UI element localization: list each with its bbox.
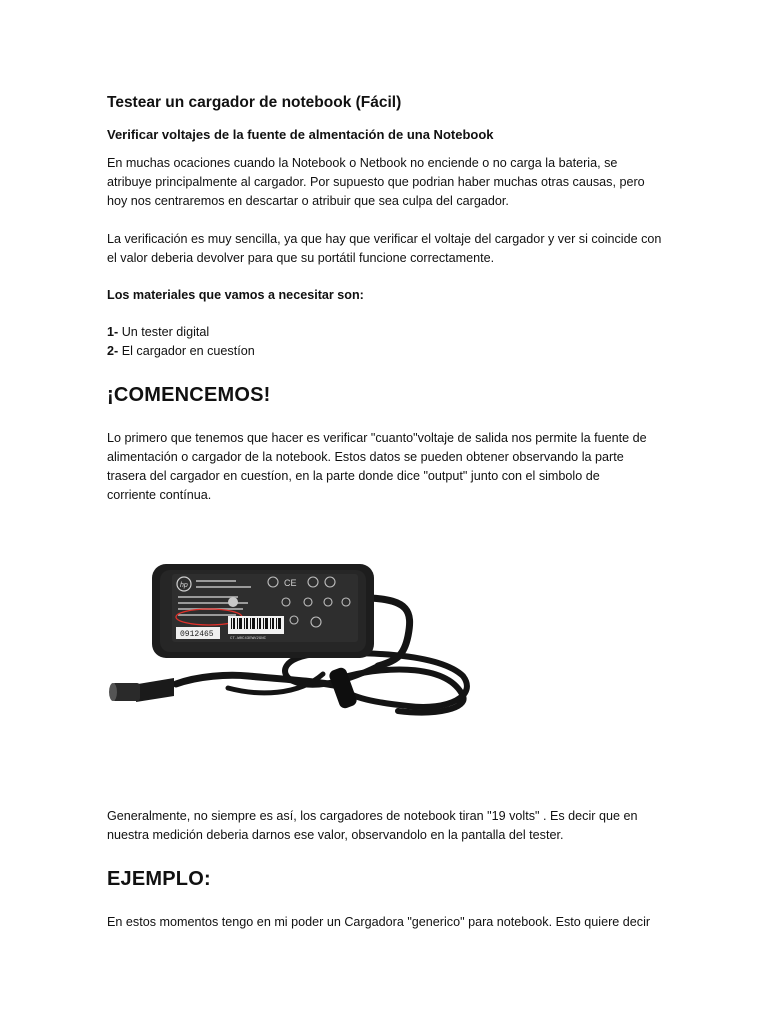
barcode-text: CT-W0C43EWV2GNC: [230, 637, 267, 641]
comencemos-line: alimentación o cargador de la notebook. Estos datos se pueden obtener observando la parte: [107, 450, 624, 464]
section-heading-comencemos: ¡COMENCEMOS!: [107, 384, 271, 406]
materials-item: [107, 323, 667, 342]
ejemplo-paragraph: [107, 913, 667, 932]
comencemos-line: trasera del cargador en cuestíon, en la parte donde dice "output" junto con el simbolo de: [107, 469, 600, 483]
page-subtitle: Verificar voltajes de la fuente de almentación de una Notebook: [107, 127, 494, 142]
serial-number: 0912465: [180, 630, 214, 639]
materials-heading: Los materiales que vamos a necesitar son:: [107, 288, 364, 302]
general-paragraph: [107, 807, 667, 845]
page-title: Testear un cargador de notebook (Fácil): [107, 94, 402, 111]
materials-item: [107, 342, 667, 361]
materials-item-text: Un tester digital: [118, 325, 210, 339]
intro-line: En muchas ocaciones cuando la Notebook o Netbook no enciende o no carga la bateria, se: [107, 156, 618, 170]
intro-paragraph: [107, 154, 667, 211]
intro-line: atribuye principalmente al cargador. Por supuesto que podrian haber muchas otras causas, pero: [107, 175, 645, 189]
ejemplo-line: En estos momentos tengo en mi poder un Cargadora "generico" para notebook. Esto quiere decir: [107, 915, 651, 929]
svg-text:CE: CE: [284, 578, 297, 588]
hp-logo-text: hp: [180, 582, 188, 589]
comencemos-line: Lo primero que tenemos que hacer es verificar "cuanto"voltaje de salida nos permite la fuente de: [107, 431, 647, 445]
barrel-plug: [109, 678, 174, 702]
verification-line: el valor deberia devolver para que su portátil funcione correctamente.: [107, 251, 495, 265]
materials-item-number: 2-: [107, 344, 119, 358]
recycle-icon: [228, 597, 238, 607]
materials-item-number: 1-: [107, 325, 119, 339]
section-heading-ejemplo: EJEMPLO:: [107, 868, 211, 890]
general-line: nuestra medición deberia darnos ese valor, observandolo en la pantalla del tester.: [107, 828, 564, 842]
comencemos-paragraph: [107, 429, 667, 505]
materials-list: [107, 323, 667, 361]
comencemos-line: corriente contínua.: [107, 488, 212, 502]
general-line: Generalmente, no siempre es así, los cargadores de notebook tiran "19 volts" . Es decir que en: [107, 809, 638, 823]
charger-photo: [108, 556, 478, 716]
intro-line: hoy nos centraremos en descartar o atribuir que sea culpa del cargador.: [107, 194, 509, 208]
materials-item-text: El cargador en cuestíon: [118, 344, 255, 358]
verification-paragraph: [107, 230, 667, 268]
verification-line: La verificación es muy sencilla, ya que hay que verificar el voltaje del cargador y ver si coincide con: [107, 232, 662, 246]
